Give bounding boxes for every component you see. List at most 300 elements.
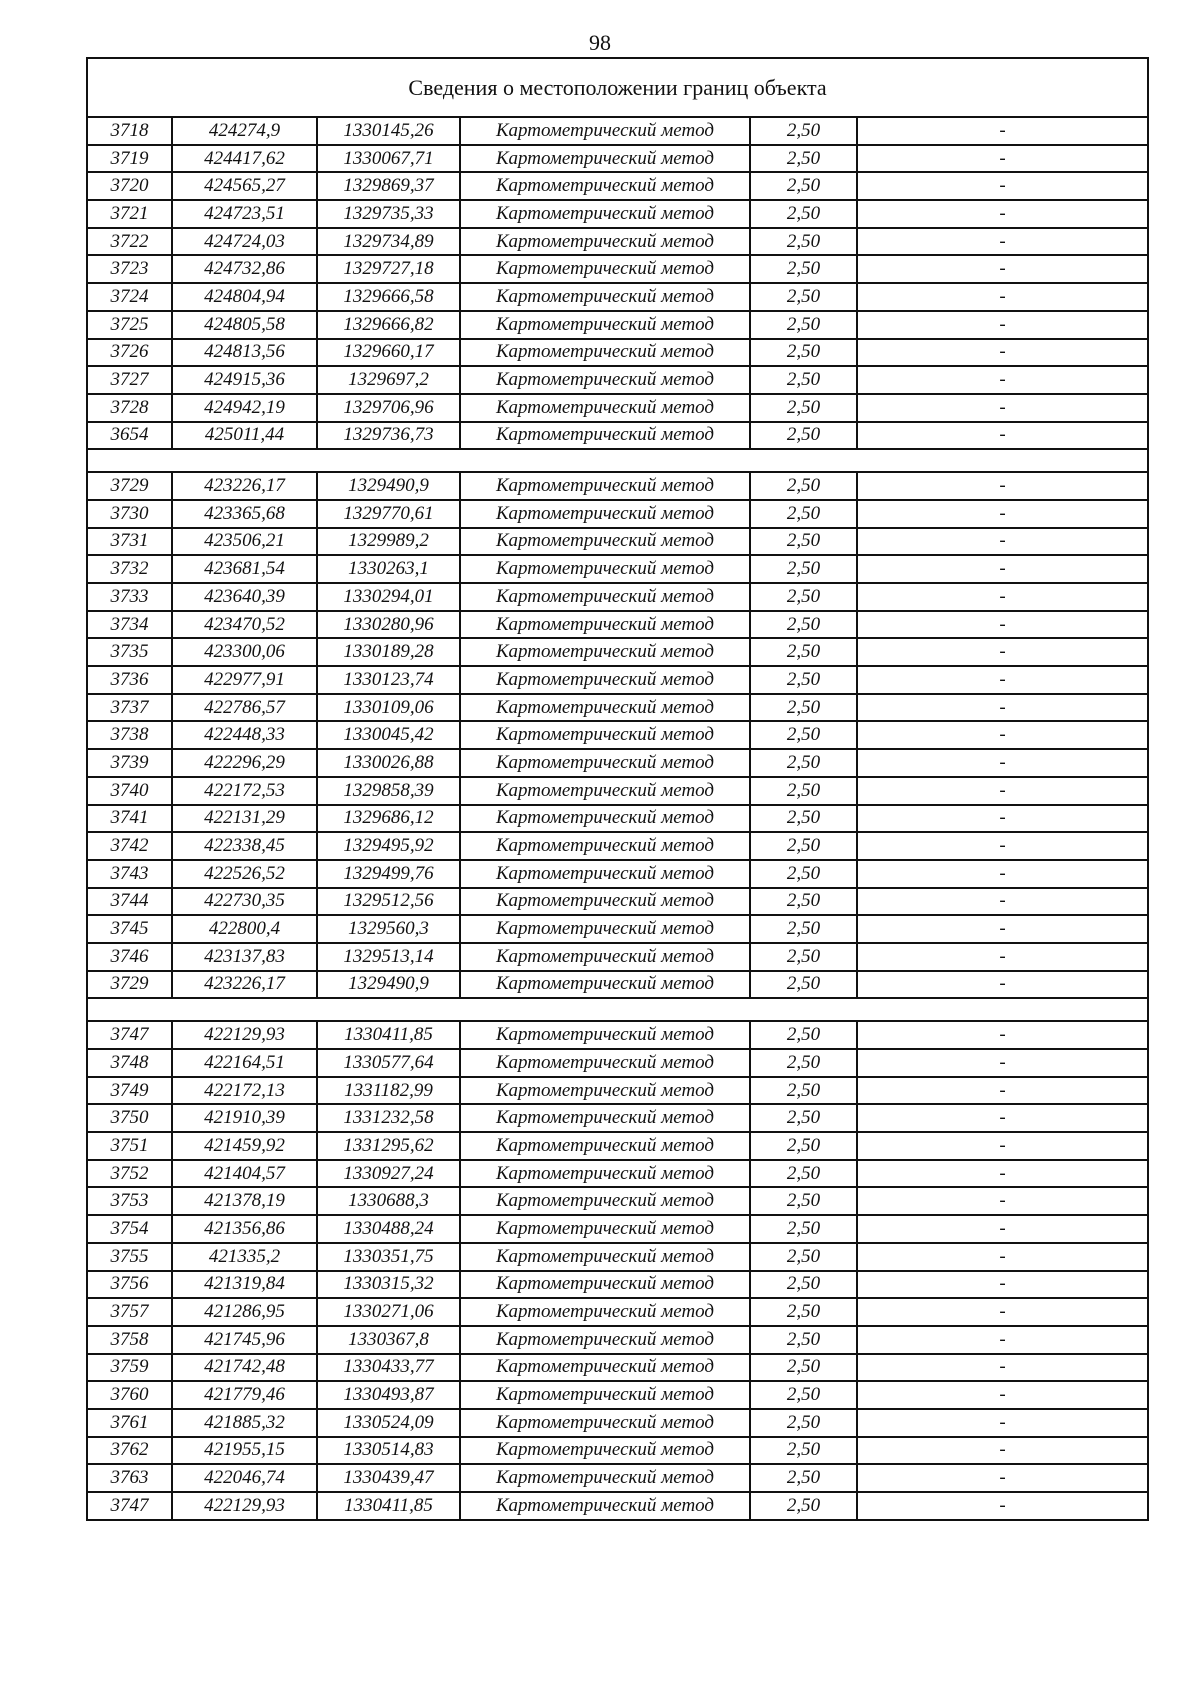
method-cell: Картометрический метод xyxy=(460,1409,750,1437)
accuracy-cell: 2,50 xyxy=(750,915,857,943)
point-number-cell: 3761 xyxy=(87,1409,172,1437)
x-coordinate-cell: 423470,52 xyxy=(172,611,317,639)
accuracy-cell: 2,50 xyxy=(750,888,857,916)
x-coordinate-cell: 424274,9 xyxy=(172,117,317,145)
table-row xyxy=(87,638,1148,666)
point-number-cell: 3744 xyxy=(87,888,172,916)
x-coordinate-cell: 422296,29 xyxy=(172,749,317,777)
y-coordinate-cell: 1331295,62 xyxy=(317,1132,460,1160)
accuracy-cell: 2,50 xyxy=(750,694,857,722)
y-coordinate-cell: 1330280,96 xyxy=(317,611,460,639)
accuracy-cell: 2,50 xyxy=(750,583,857,611)
method-cell: Картометрический метод xyxy=(460,1326,750,1354)
point-number-cell: 3654 xyxy=(87,422,172,450)
accuracy-cell: 2,50 xyxy=(750,1243,857,1271)
method-cell: Картометрический метод xyxy=(460,366,750,394)
point-number-cell: 3760 xyxy=(87,1381,172,1409)
point-number-cell: 3763 xyxy=(87,1464,172,1492)
method-cell: Картометрический метод xyxy=(460,860,750,888)
x-coordinate-cell: 422129,93 xyxy=(172,1492,317,1520)
table-row xyxy=(87,117,1148,145)
table-row xyxy=(87,583,1148,611)
method-cell: Картометрический метод xyxy=(460,1132,750,1160)
description-cell: - xyxy=(857,1160,1148,1188)
table-title-row xyxy=(87,58,1148,117)
x-coordinate-cell: 424915,36 xyxy=(172,366,317,394)
table-row xyxy=(87,1381,1148,1409)
y-coordinate-cell: 1329686,12 xyxy=(317,805,460,833)
table-row xyxy=(87,366,1148,394)
description-cell: - xyxy=(857,528,1148,556)
point-number-cell: 3734 xyxy=(87,611,172,639)
point-number-cell: 3735 xyxy=(87,638,172,666)
page-number: 98 xyxy=(589,30,611,55)
y-coordinate-cell: 1329734,89 xyxy=(317,228,460,256)
y-coordinate-cell: 1330294,01 xyxy=(317,583,460,611)
method-cell: Картометрический метод xyxy=(460,777,750,805)
description-cell: - xyxy=(857,777,1148,805)
description-cell: - xyxy=(857,228,1148,256)
method-cell: Картометрический метод xyxy=(460,1077,750,1105)
point-number-cell: 3741 xyxy=(87,805,172,833)
y-coordinate-cell: 1331182,99 xyxy=(317,1077,460,1105)
point-number-cell: 3749 xyxy=(87,1077,172,1105)
x-coordinate-cell: 421910,39 xyxy=(172,1104,317,1132)
table-row xyxy=(87,394,1148,422)
description-cell: - xyxy=(857,472,1148,500)
point-number-cell: 3758 xyxy=(87,1326,172,1354)
y-coordinate-cell: 1329666,82 xyxy=(317,311,460,339)
description-cell: - xyxy=(857,200,1148,228)
table-row xyxy=(87,749,1148,777)
accuracy-cell: 2,50 xyxy=(750,1492,857,1520)
table-row xyxy=(87,1187,1148,1215)
y-coordinate-cell: 1330189,28 xyxy=(317,638,460,666)
description-cell: - xyxy=(857,394,1148,422)
point-number-cell: 3751 xyxy=(87,1132,172,1160)
accuracy-cell: 2,50 xyxy=(750,528,857,556)
description-cell: - xyxy=(857,1104,1148,1132)
description-cell: - xyxy=(857,1271,1148,1299)
y-coordinate-cell: 1330067,71 xyxy=(317,145,460,173)
method-cell: Картометрический метод xyxy=(460,583,750,611)
accuracy-cell: 2,50 xyxy=(750,666,857,694)
table-row xyxy=(87,1049,1148,1077)
accuracy-cell: 2,50 xyxy=(750,860,857,888)
y-coordinate-cell: 1329499,76 xyxy=(317,860,460,888)
point-number-cell: 3745 xyxy=(87,915,172,943)
point-number-cell: 3747 xyxy=(87,1021,172,1049)
method-cell: Картометрический метод xyxy=(460,200,750,228)
description-cell: - xyxy=(857,1049,1148,1077)
description-cell: - xyxy=(857,1187,1148,1215)
method-cell: Картометрический метод xyxy=(460,1021,750,1049)
y-coordinate-cell: 1329560,3 xyxy=(317,915,460,943)
accuracy-cell: 2,50 xyxy=(750,1381,857,1409)
description-cell: - xyxy=(857,1326,1148,1354)
point-number-cell: 3731 xyxy=(87,528,172,556)
method-cell: Картометрический метод xyxy=(460,1492,750,1520)
x-coordinate-cell: 422800,4 xyxy=(172,915,317,943)
y-coordinate-cell: 1330439,47 xyxy=(317,1464,460,1492)
description-cell: - xyxy=(857,339,1148,367)
description-cell: - xyxy=(857,117,1148,145)
method-cell: Картометрический метод xyxy=(460,172,750,200)
y-coordinate-cell: 1330577,64 xyxy=(317,1049,460,1077)
x-coordinate-cell: 422172,53 xyxy=(172,777,317,805)
accuracy-cell: 2,50 xyxy=(750,1021,857,1049)
y-coordinate-cell: 1330433,77 xyxy=(317,1354,460,1382)
table-row xyxy=(87,528,1148,556)
accuracy-cell: 2,50 xyxy=(750,1464,857,1492)
method-cell: Картометрический метод xyxy=(460,1187,750,1215)
point-number-cell: 3728 xyxy=(87,394,172,422)
table-row xyxy=(87,1077,1148,1105)
table-row xyxy=(87,1271,1148,1299)
x-coordinate-cell: 424724,03 xyxy=(172,228,317,256)
y-coordinate-cell: 1330045,42 xyxy=(317,721,460,749)
method-cell: Картометрический метод xyxy=(460,1354,750,1382)
point-number-cell: 3748 xyxy=(87,1049,172,1077)
description-cell: - xyxy=(857,283,1148,311)
method-cell: Картометрический метод xyxy=(460,1464,750,1492)
y-coordinate-cell: 1329490,9 xyxy=(317,971,460,999)
description-cell: - xyxy=(857,1215,1148,1243)
method-cell: Картометрический метод xyxy=(460,422,750,450)
y-coordinate-cell: 1331232,58 xyxy=(317,1104,460,1132)
y-coordinate-cell: 1330123,74 xyxy=(317,666,460,694)
y-coordinate-cell: 1329858,39 xyxy=(317,777,460,805)
point-number-cell: 3720 xyxy=(87,172,172,200)
method-cell: Картометрический метод xyxy=(460,528,750,556)
y-coordinate-cell: 1330263,1 xyxy=(317,555,460,583)
x-coordinate-cell: 424942,19 xyxy=(172,394,317,422)
accuracy-cell: 2,50 xyxy=(750,1409,857,1437)
table-row xyxy=(87,1243,1148,1271)
group-separator-row xyxy=(87,449,1148,472)
table-row xyxy=(87,283,1148,311)
point-number-cell: 3726 xyxy=(87,339,172,367)
accuracy-cell: 2,50 xyxy=(750,555,857,583)
y-coordinate-cell: 1330493,87 xyxy=(317,1381,460,1409)
table-body xyxy=(87,58,1148,1520)
x-coordinate-cell: 422526,52 xyxy=(172,860,317,888)
point-number-cell: 3730 xyxy=(87,500,172,528)
x-coordinate-cell: 421459,92 xyxy=(172,1132,317,1160)
point-number-cell: 3742 xyxy=(87,832,172,860)
table-row xyxy=(87,888,1148,916)
point-number-cell: 3719 xyxy=(87,145,172,173)
point-number-cell: 3732 xyxy=(87,555,172,583)
y-coordinate-cell: 1330367,8 xyxy=(317,1326,460,1354)
x-coordinate-cell: 422164,51 xyxy=(172,1049,317,1077)
accuracy-cell: 2,50 xyxy=(750,971,857,999)
description-cell: - xyxy=(857,1464,1148,1492)
point-number-cell: 3718 xyxy=(87,117,172,145)
x-coordinate-cell: 425011,44 xyxy=(172,422,317,450)
x-coordinate-cell: 422046,74 xyxy=(172,1464,317,1492)
x-coordinate-cell: 421378,19 xyxy=(172,1187,317,1215)
accuracy-cell: 2,50 xyxy=(750,832,857,860)
group-separator-cell xyxy=(87,998,1148,1021)
boundary-coordinates-table xyxy=(86,57,1149,1521)
y-coordinate-cell: 1329666,58 xyxy=(317,283,460,311)
x-coordinate-cell: 421742,48 xyxy=(172,1354,317,1382)
description-cell: - xyxy=(857,611,1148,639)
group-separator-row xyxy=(87,998,1148,1021)
table-row xyxy=(87,555,1148,583)
description-cell: - xyxy=(857,832,1148,860)
x-coordinate-cell: 421779,46 xyxy=(172,1381,317,1409)
y-coordinate-cell: 1329706,96 xyxy=(317,394,460,422)
x-coordinate-cell: 421335,2 xyxy=(172,1243,317,1271)
point-number-cell: 3725 xyxy=(87,311,172,339)
point-number-cell: 3736 xyxy=(87,666,172,694)
accuracy-cell: 2,50 xyxy=(750,1298,857,1326)
table-row xyxy=(87,1160,1148,1188)
description-cell: - xyxy=(857,1298,1148,1326)
table-row xyxy=(87,339,1148,367)
description-cell: - xyxy=(857,1409,1148,1437)
table-row xyxy=(87,1132,1148,1160)
point-number-cell: 3747 xyxy=(87,1492,172,1520)
accuracy-cell: 2,50 xyxy=(750,1132,857,1160)
table-row xyxy=(87,472,1148,500)
method-cell: Картометрический метод xyxy=(460,228,750,256)
x-coordinate-cell: 421319,84 xyxy=(172,1271,317,1299)
table-row xyxy=(87,255,1148,283)
method-cell: Картометрический метод xyxy=(460,749,750,777)
description-cell: - xyxy=(857,145,1148,173)
table-row xyxy=(87,971,1148,999)
x-coordinate-cell: 423226,17 xyxy=(172,971,317,999)
point-number-cell: 3743 xyxy=(87,860,172,888)
x-coordinate-cell: 422172,13 xyxy=(172,1077,317,1105)
accuracy-cell: 2,50 xyxy=(750,805,857,833)
x-coordinate-cell: 422786,57 xyxy=(172,694,317,722)
table-row xyxy=(87,500,1148,528)
description-cell: - xyxy=(857,860,1148,888)
accuracy-cell: 2,50 xyxy=(750,1437,857,1465)
point-number-cell: 3723 xyxy=(87,255,172,283)
method-cell: Картометрический метод xyxy=(460,1437,750,1465)
y-coordinate-cell: 1329735,33 xyxy=(317,200,460,228)
description-cell: - xyxy=(857,1243,1148,1271)
method-cell: Картометрический метод xyxy=(460,555,750,583)
y-coordinate-cell: 1329989,2 xyxy=(317,528,460,556)
method-cell: Картометрический метод xyxy=(460,666,750,694)
accuracy-cell: 2,50 xyxy=(750,283,857,311)
point-number-cell: 3740 xyxy=(87,777,172,805)
accuracy-cell: 2,50 xyxy=(750,472,857,500)
group-separator-cell xyxy=(87,449,1148,472)
y-coordinate-cell: 1329513,14 xyxy=(317,943,460,971)
point-number-cell: 3755 xyxy=(87,1243,172,1271)
x-coordinate-cell: 421885,32 xyxy=(172,1409,317,1437)
method-cell: Картометрический метод xyxy=(460,1160,750,1188)
point-number-cell: 3752 xyxy=(87,1160,172,1188)
accuracy-cell: 2,50 xyxy=(750,145,857,173)
accuracy-cell: 2,50 xyxy=(750,638,857,666)
x-coordinate-cell: 424804,94 xyxy=(172,283,317,311)
y-coordinate-cell: 1330026,88 xyxy=(317,749,460,777)
point-number-cell: 3756 xyxy=(87,1271,172,1299)
y-coordinate-cell: 1330411,85 xyxy=(317,1492,460,1520)
table-row xyxy=(87,1437,1148,1465)
accuracy-cell: 2,50 xyxy=(750,1104,857,1132)
table-row xyxy=(87,200,1148,228)
x-coordinate-cell: 423506,21 xyxy=(172,528,317,556)
table-row xyxy=(87,611,1148,639)
description-cell: - xyxy=(857,422,1148,450)
table-row xyxy=(87,721,1148,749)
x-coordinate-cell: 423365,68 xyxy=(172,500,317,528)
description-cell: - xyxy=(857,1077,1148,1105)
table-row xyxy=(87,1409,1148,1437)
method-cell: Картометрический метод xyxy=(460,339,750,367)
description-cell: - xyxy=(857,366,1148,394)
y-coordinate-cell: 1329736,73 xyxy=(317,422,460,450)
description-cell: - xyxy=(857,172,1148,200)
x-coordinate-cell: 421356,86 xyxy=(172,1215,317,1243)
x-coordinate-cell: 424732,86 xyxy=(172,255,317,283)
y-coordinate-cell: 1330688,3 xyxy=(317,1187,460,1215)
accuracy-cell: 2,50 xyxy=(750,500,857,528)
method-cell: Картометрический метод xyxy=(460,500,750,528)
description-cell: - xyxy=(857,721,1148,749)
description-cell: - xyxy=(857,1492,1148,1520)
x-coordinate-cell: 421745,96 xyxy=(172,1326,317,1354)
table-row xyxy=(87,777,1148,805)
accuracy-cell: 2,50 xyxy=(750,749,857,777)
method-cell: Картометрический метод xyxy=(460,1104,750,1132)
table-row xyxy=(87,832,1148,860)
y-coordinate-cell: 1329770,61 xyxy=(317,500,460,528)
table-row xyxy=(87,1326,1148,1354)
description-cell: - xyxy=(857,666,1148,694)
y-coordinate-cell: 1329869,37 xyxy=(317,172,460,200)
accuracy-cell: 2,50 xyxy=(750,255,857,283)
description-cell: - xyxy=(857,915,1148,943)
table-row xyxy=(87,172,1148,200)
description-cell: - xyxy=(857,1381,1148,1409)
y-coordinate-cell: 1329727,18 xyxy=(317,255,460,283)
accuracy-cell: 2,50 xyxy=(750,1326,857,1354)
method-cell: Картометрический метод xyxy=(460,255,750,283)
y-coordinate-cell: 1329490,9 xyxy=(317,472,460,500)
description-cell: - xyxy=(857,583,1148,611)
point-number-cell: 3729 xyxy=(87,971,172,999)
accuracy-cell: 2,50 xyxy=(750,1160,857,1188)
accuracy-cell: 2,50 xyxy=(750,339,857,367)
y-coordinate-cell: 1330271,06 xyxy=(317,1298,460,1326)
y-coordinate-cell: 1329512,56 xyxy=(317,888,460,916)
accuracy-cell: 2,50 xyxy=(750,172,857,200)
method-cell: Картометрический метод xyxy=(460,117,750,145)
x-coordinate-cell: 424565,27 xyxy=(172,172,317,200)
method-cell: Картометрический метод xyxy=(460,971,750,999)
point-number-cell: 3757 xyxy=(87,1298,172,1326)
method-cell: Картометрический метод xyxy=(460,145,750,173)
table-row xyxy=(87,1298,1148,1326)
table-row xyxy=(87,1354,1148,1382)
method-cell: Картометрический метод xyxy=(460,1243,750,1271)
y-coordinate-cell: 1330514,83 xyxy=(317,1437,460,1465)
point-number-cell: 3754 xyxy=(87,1215,172,1243)
method-cell: Картометрический метод xyxy=(460,611,750,639)
description-cell: - xyxy=(857,943,1148,971)
x-coordinate-cell: 421955,15 xyxy=(172,1437,317,1465)
table-row xyxy=(87,145,1148,173)
description-cell: - xyxy=(857,749,1148,777)
x-coordinate-cell: 422448,33 xyxy=(172,721,317,749)
table-row xyxy=(87,422,1148,450)
x-coordinate-cell: 423226,17 xyxy=(172,472,317,500)
y-coordinate-cell: 1330109,06 xyxy=(317,694,460,722)
point-number-cell: 3746 xyxy=(87,943,172,971)
method-cell: Картометрический метод xyxy=(460,1049,750,1077)
method-cell: Картометрический метод xyxy=(460,1215,750,1243)
description-cell: - xyxy=(857,500,1148,528)
y-coordinate-cell: 1329495,92 xyxy=(317,832,460,860)
point-number-cell: 3739 xyxy=(87,749,172,777)
accuracy-cell: 2,50 xyxy=(750,366,857,394)
description-cell: - xyxy=(857,255,1148,283)
point-number-cell: 3759 xyxy=(87,1354,172,1382)
x-coordinate-cell: 421286,95 xyxy=(172,1298,317,1326)
accuracy-cell: 2,50 xyxy=(750,311,857,339)
table-row xyxy=(87,666,1148,694)
accuracy-cell: 2,50 xyxy=(750,721,857,749)
description-cell: - xyxy=(857,1437,1148,1465)
description-cell: - xyxy=(857,805,1148,833)
y-coordinate-cell: 1330315,32 xyxy=(317,1271,460,1299)
method-cell: Картометрический метод xyxy=(460,888,750,916)
accuracy-cell: 2,50 xyxy=(750,422,857,450)
x-coordinate-cell: 423640,39 xyxy=(172,583,317,611)
method-cell: Картометрический метод xyxy=(460,394,750,422)
accuracy-cell: 2,50 xyxy=(750,611,857,639)
method-cell: Картометрический метод xyxy=(460,638,750,666)
point-number-cell: 3733 xyxy=(87,583,172,611)
method-cell: Картометрический метод xyxy=(460,1298,750,1326)
point-number-cell: 3762 xyxy=(87,1437,172,1465)
description-cell: - xyxy=(857,971,1148,999)
description-cell: - xyxy=(857,638,1148,666)
x-coordinate-cell: 424805,58 xyxy=(172,311,317,339)
table-row xyxy=(87,228,1148,256)
accuracy-cell: 2,50 xyxy=(750,943,857,971)
method-cell: Картометрический метод xyxy=(460,1381,750,1409)
table-row xyxy=(87,1464,1148,1492)
point-number-cell: 3724 xyxy=(87,283,172,311)
description-cell: - xyxy=(857,311,1148,339)
accuracy-cell: 2,50 xyxy=(750,1271,857,1299)
accuracy-cell: 2,50 xyxy=(750,117,857,145)
accuracy-cell: 2,50 xyxy=(750,777,857,805)
x-coordinate-cell: 424723,51 xyxy=(172,200,317,228)
table-row xyxy=(87,1215,1148,1243)
point-number-cell: 3737 xyxy=(87,694,172,722)
point-number-cell: 3750 xyxy=(87,1104,172,1132)
accuracy-cell: 2,50 xyxy=(750,1215,857,1243)
x-coordinate-cell: 421404,57 xyxy=(172,1160,317,1188)
method-cell: Картометрический метод xyxy=(460,472,750,500)
table-row xyxy=(87,1021,1148,1049)
accuracy-cell: 2,50 xyxy=(750,1049,857,1077)
table-row xyxy=(87,943,1148,971)
method-cell: Картометрический метод xyxy=(460,1271,750,1299)
